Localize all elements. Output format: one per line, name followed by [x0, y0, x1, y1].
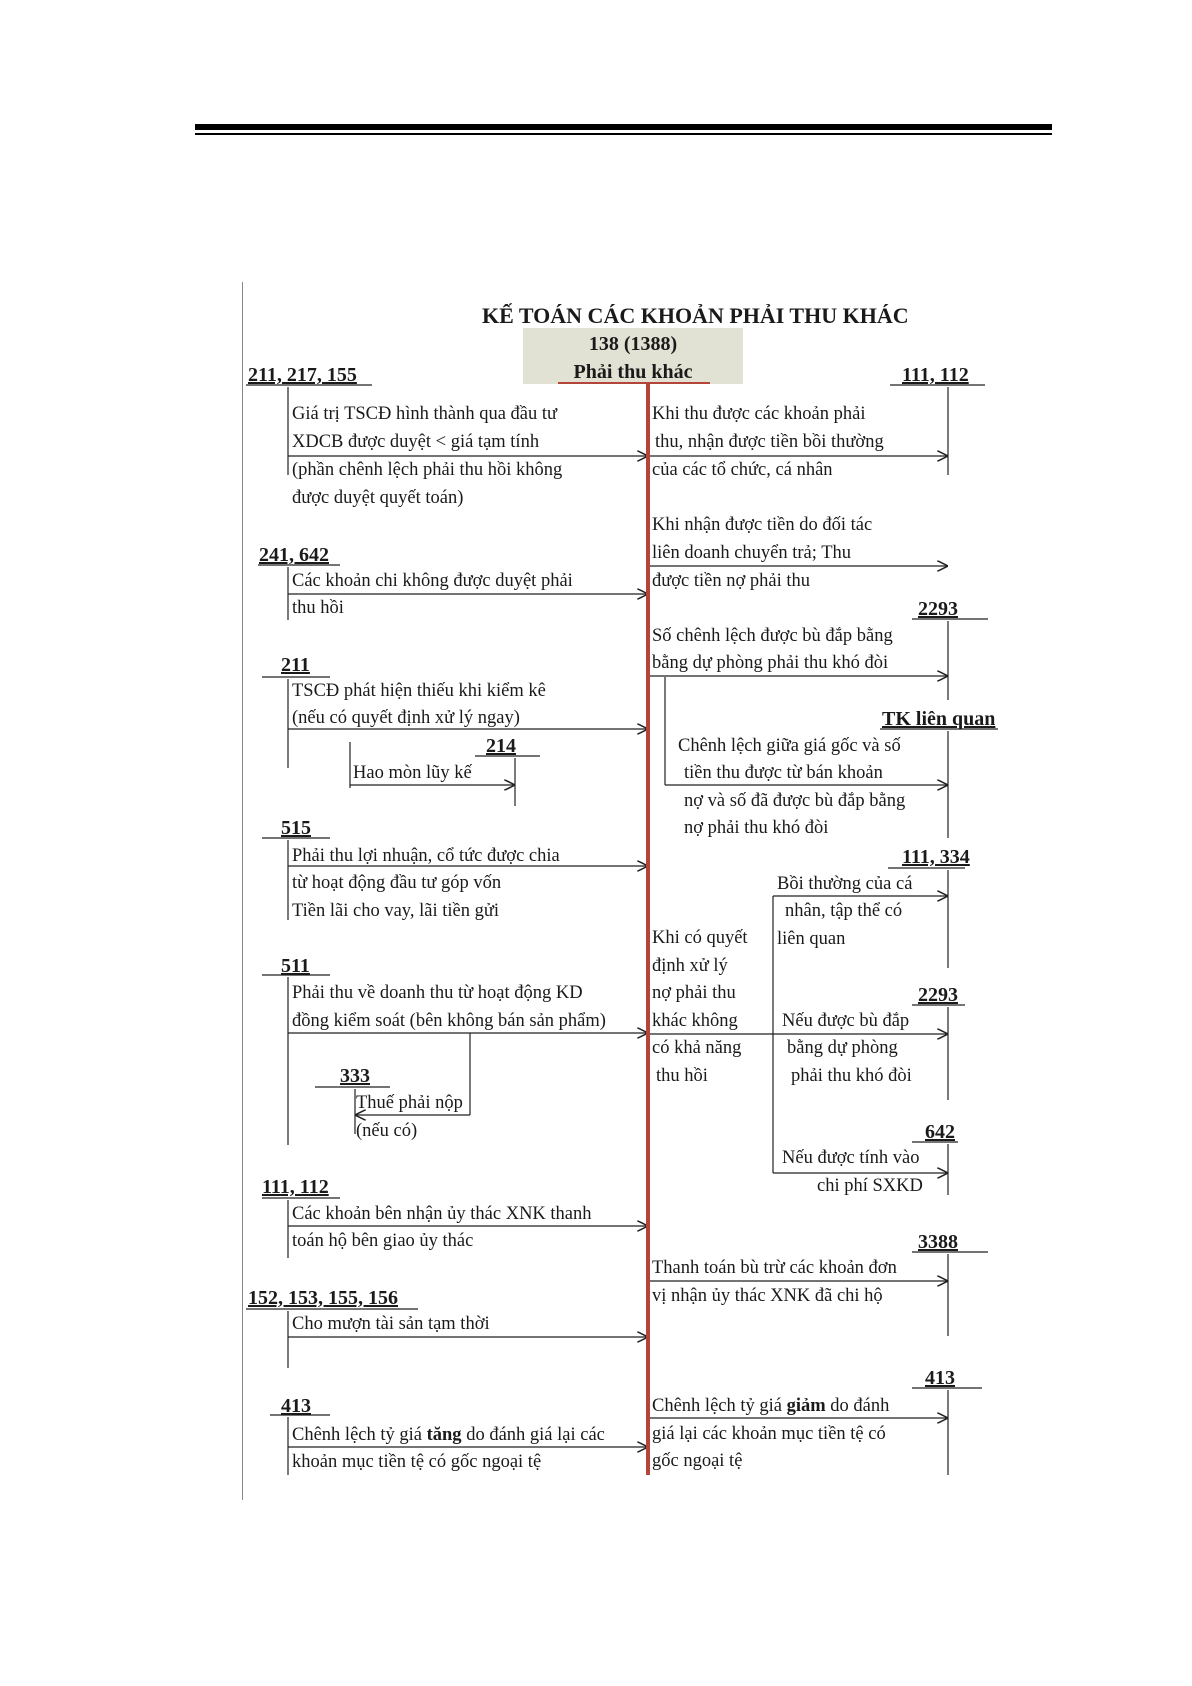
- desc-cp-line2: chi phí SXKD: [817, 1176, 923, 1196]
- desc-qd-line5: có khả năng: [652, 1038, 742, 1058]
- desc-tscd-line2: XDCB được duyệt < giá tạm tính: [292, 432, 540, 452]
- desc-ut-line1: Các khoản bên nhận ủy thác XNK thanh: [292, 1204, 592, 1224]
- desc-tg-right-line2: giá lại các khoản mục tiền tệ có: [652, 1424, 886, 1444]
- account-2293-b: 2293: [918, 984, 958, 1006]
- desc-tg-left-line1: Chênh lệch tỷ giá tăng do đánh giá lại các: [292, 1425, 605, 1445]
- desc-haomon: Hao mòn lũy kế: [353, 763, 472, 783]
- desc-bt-line1: Bồi thường của cá: [777, 874, 913, 894]
- account-413-left: 413: [281, 1395, 311, 1417]
- desc-chi-line2: thu hồi: [292, 598, 344, 618]
- desc-tscd-line1: Giá trị TSCĐ hình thành qua đầu tư: [292, 404, 558, 424]
- account-152-153-155-156: 152, 153, 155, 156: [248, 1287, 398, 1309]
- desc-bt-line2: nhân, tập thể có: [785, 901, 903, 921]
- account-515: 515: [281, 817, 311, 839]
- desc-thue-line1: Thuế phải nộp: [356, 1093, 463, 1113]
- desc-qd-line1: Khi có quyết: [652, 928, 748, 948]
- desc-dp-line1: Số chênh lệch được bù đắp bằng: [652, 626, 893, 646]
- desc-chi-line1: Các khoản chi không được duyệt phải: [292, 571, 573, 591]
- account-tk-lien-quan: TK liên quan: [882, 708, 996, 730]
- desc-thu-line3: của các tổ chức, cá nhân: [652, 460, 833, 480]
- account-211: 211: [281, 654, 310, 676]
- desc-ln-line1: Phải thu lợi nhuận, cổ tức được chia: [292, 846, 560, 866]
- desc-cp-line1: Nếu được tính vào: [782, 1148, 920, 1168]
- desc-tg-left-line2: khoản mục tiền tệ có gốc ngoại tệ: [292, 1452, 542, 1472]
- center-account-code: 138 (1388): [588, 333, 678, 355]
- account-511: 511: [281, 955, 310, 977]
- account-241-642: 241, 642: [259, 544, 329, 566]
- desc-qd-line3: nợ phải thu: [652, 983, 736, 1003]
- desc-tt-line1: Thanh toán bù trừ các khoản đơn: [652, 1258, 897, 1278]
- desc-tt-line2: vị nhận ủy thác XNK đã chi hộ: [652, 1286, 883, 1306]
- desc-bd-line3: phải thu khó đòi: [791, 1066, 912, 1086]
- diagram-title: KẾ TOÁN CÁC KHOẢN PHẢI THU KHÁC: [482, 303, 909, 328]
- desc-thu-line1: Khi thu được các khoản phải: [652, 404, 866, 424]
- emphasis-giam: giảm: [786, 1396, 826, 1416]
- desc-bd-line2: bằng dự phòng: [787, 1038, 898, 1058]
- desc-dt-line1: Phải thu về doanh thu từ hoạt động KD: [292, 983, 583, 1003]
- desc-muon: Cho mượn tài sản tạm thời: [292, 1314, 490, 1334]
- desc-bt-line3: liên quan: [777, 929, 846, 949]
- desc-ln-line3: Tiền lãi cho vay, lãi tiền gửi: [292, 901, 499, 921]
- account-2293-a: 2293: [918, 598, 958, 620]
- desc-qd-line6: thu hồi: [656, 1066, 708, 1086]
- desc-tg-right-line1: Chênh lệch tỷ giá giảm do đánh: [652, 1396, 890, 1416]
- desc-thieu-line2: (nếu có quyết định xử lý ngay): [292, 708, 520, 728]
- desc-cl-line3: nợ và số đã được bù đắp bằng: [684, 791, 906, 811]
- emphasis-tang: tăng: [426, 1425, 462, 1445]
- account-3388: 3388: [918, 1231, 958, 1253]
- account-111-112-right: 111, 112: [902, 364, 969, 386]
- desc-dt-line2: đồng kiểm soát (bên không bán sản phẩm): [292, 1011, 606, 1031]
- desc-thue-line2: (nếu có): [356, 1121, 418, 1141]
- account-214: 214: [486, 735, 516, 757]
- account-211-217-155: 211, 217, 155: [248, 364, 357, 386]
- desc-cl-line1: Chênh lệch giữa giá gốc và số: [678, 736, 901, 756]
- desc-ld-line2: liên doanh chuyển trả; Thu: [652, 543, 851, 563]
- desc-ut-line2: toán hộ bên giao ủy thác: [292, 1231, 474, 1251]
- center-account-name: Phải thu khác: [573, 361, 693, 383]
- desc-tscd-line3: (phần chênh lệch phải thu hồi không: [292, 460, 563, 480]
- desc-ld-line3: được tiền nợ phải thu: [652, 571, 811, 591]
- desc-thieu-line1: TSCĐ phát hiện thiếu khi kiểm kê: [292, 681, 546, 701]
- desc-cl-line2: tiền thu được từ bán khoản: [684, 763, 883, 783]
- desc-tscd-line4: được duyệt quyết toán): [292, 488, 464, 508]
- desc-cl-line4: nợ phải thu khó đòi: [684, 818, 829, 838]
- desc-thu-line2: thu, nhận được tiền bồi thường: [655, 432, 884, 452]
- desc-dp-line2: bằng dự phòng phải thu khó đòi: [652, 653, 889, 673]
- desc-qd-line2: định xử lý: [652, 956, 728, 976]
- account-111-112-left: 111, 112: [262, 1176, 329, 1198]
- account-642: 642: [925, 1121, 955, 1143]
- desc-bd-line1: Nếu được bù đắp: [782, 1011, 910, 1031]
- desc-qd-line4: khác không: [652, 1011, 738, 1031]
- desc-ln-line2: từ hoạt động đầu tư góp vốn: [292, 873, 502, 893]
- desc-tg-right-line3: gốc ngoại tệ: [652, 1451, 743, 1471]
- account-111-334: 111, 334: [902, 846, 970, 868]
- account-413-right: 413: [925, 1367, 955, 1389]
- desc-ld-line1: Khi nhận được tiền do đối tác: [652, 515, 873, 535]
- account-333: 333: [340, 1065, 370, 1087]
